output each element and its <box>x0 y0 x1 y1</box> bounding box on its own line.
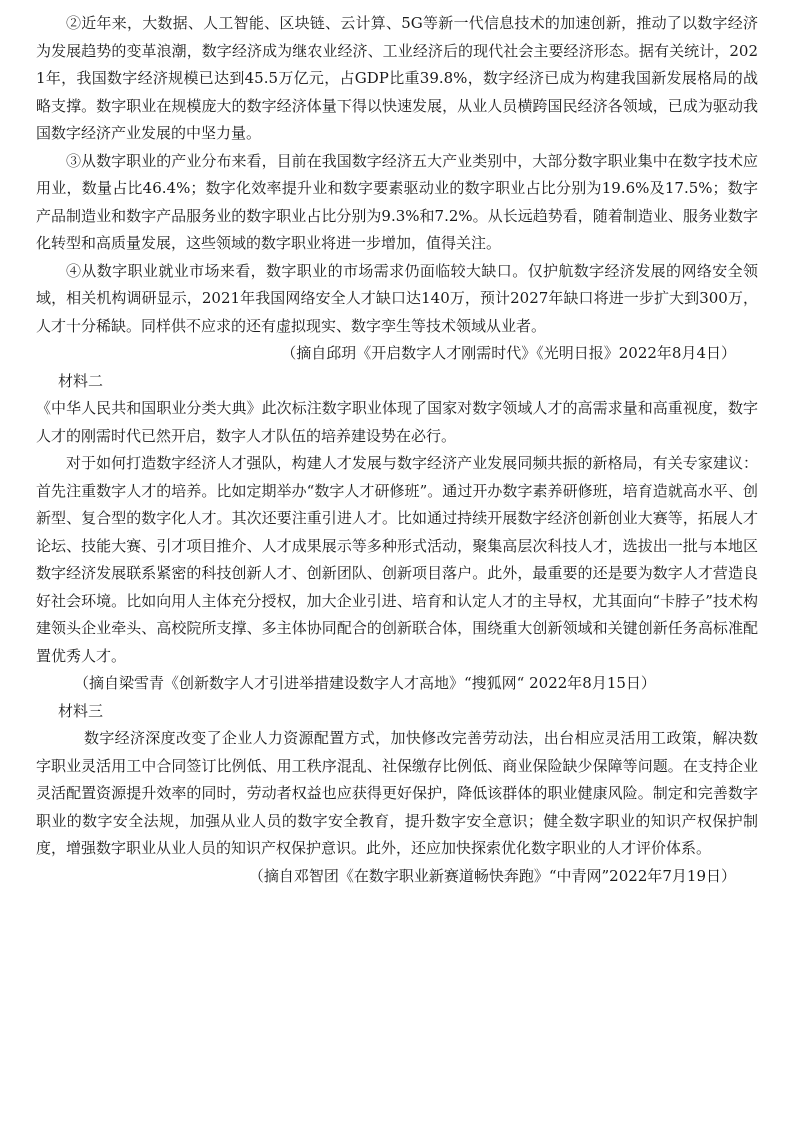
material3-source: （摘自邓智团《在数字职业新赛道畅快奔跑》“中青网”2022年7月19日） <box>248 866 736 885</box>
material2-title: 材料二 <box>58 371 104 390</box>
material2-paragraph-1: 《中华人民共和国职业分类大典》此次标注数字职业体现了国家对数字领域人才的高需求量和高重视度，数字人才的刚需时代已然开启，数字人才队伍的培养建设势在必行。 <box>36 399 758 445</box>
material2-paragraph-2: 对于如何打造数字经济人才强队，构建人才发展与数字经济产业发展同频共振的新格局，有关专家建议：首先注重数字人才的培养。比如定期举办“数字人才研修班”。通过开办数字素养研修班，培育造就高水平、创新型、复合型的数字化人才。其次还要注重引进人才。比如通过持续开展数字经济创新创业大赛等，拓展人才论坛、技能大赛、引才项目推介、人才成果展示等多种形式活动，聚集高层次科技人才，选拔出一批与本地区数字经济发展联系紧密的科技创新人才、创新团队、创新项目落户。此外，最重要的还是要为数字人才营造良好社会环境。比如向用人主体充分授权，加大企业引进、培育和认定人才的主导权，尤其面向“卡脖子”技术构建领头企业牵头、高校院所支撑、多主体协同配合的创新联合体，围绕重大创新领域和关键创新任务高标准配置优秀人才。 <box>36 454 758 665</box>
material3-paragraph-1: 数字经济深度改变了企业人力资源配置方式，加快修改完善劳动法，出台相应灵活用工政策，解决数字职业灵活用工中合同签订比例低、用工秩序混乱、社保缴存比例低、商业保险缺少保障等问题。在支持企业灵活配置资源提升效率的同时，劳动者权益也应获得更好保护，降低该群体的职业健康风险。制定和完善数字职业的数字安全法规，加强从业人员的数字安全教育，提升数字安全意识；健全数字职业的知识产权保护制度，增强数字职业从业人员的知识产权保护意识。此外，还应加快探索优化数字职业的人才评价体系。 <box>36 729 758 857</box>
material1-paragraph-2: ②近年来，大数据、人工智能、区块链、云计算、5G等新一代信息技术的加速创新，推动了以数字经济为发展趋势的变革浪潮，数字经济成为继农业经济、工业经济后的现代社会主要经济形态。据有关统计，2021年，我国数字经济规模已达到45.5万亿元，占GDP比重39.8%，数字经济已成为构建我国新发展格局的战略支撑。数字职业在规模庞大的数字经济体量下得以快速发展，从业人员横跨国民经济各领域，已成为驱动我国数字经济产业发展的中坚力量。 <box>36 14 758 142</box>
document-page <box>36 10 758 890</box>
material2-source: （摘自梁雪青《创新数字人才引进举措建设数字人才高地》“搜狐网“ 2022年8月15日） <box>74 674 656 692</box>
material1-source: （摘自邱玥《开启数字人才刚需时代》《光明日报》2022年8月4日） <box>281 344 736 362</box>
material1-paragraph-4: ④从数字职业就业市场来看，数字职业的市场需求仍面临较大缺口。仅护航数字经济发展的网络安全领域，相关机构调研显示，2021年我国网络安全人才缺口达140万，预计2027年缺口将进一步扩大到300万，人才十分稀缺。同样供不应求的还有虚拟现实、数字孪生等技术领域从业者。 <box>36 261 758 335</box>
material1-paragraph-3: ③从数字职业的产业分布来看，目前在我国数字经济五大产业类别中，大部分数字职业集中在数字技术应用业，数量占比46.4%；数字化效率提升业和数字要素驱动业的数字职业占比分别为19.6%及17.5%；数字产品制造业和数字产品服务业的数字职业占比分别为9.3%和7.2%。从长远趋势看，随着制造业、服务业数字化转型和高质量发展，这些领域的数字职业将进一步增加，值得关注。 <box>36 151 758 252</box>
material3-title: 材料三 <box>58 701 104 720</box>
